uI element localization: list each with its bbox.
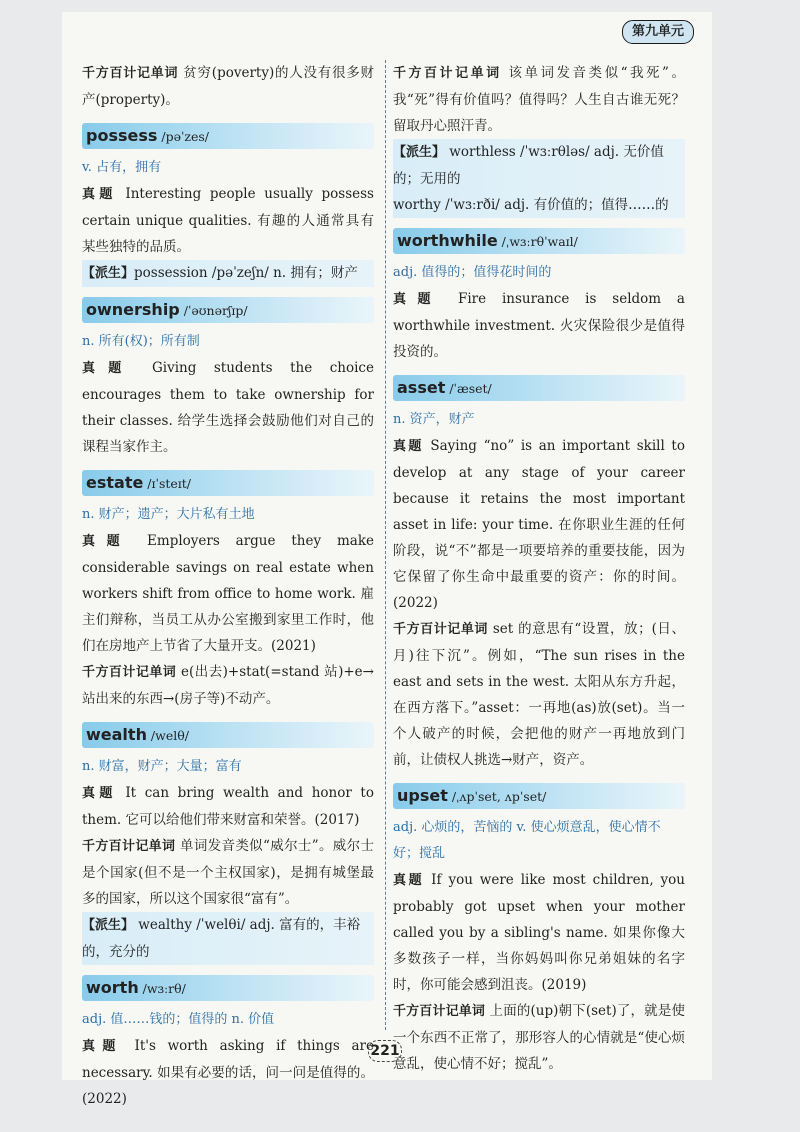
example-tag: 真题 [393, 439, 424, 454]
tip-text: 上面的(up)朝下(set)了，就是使一个东西不正常了，那形容人的心情就是“使心烦意乱，使心情不好；搅乱”。 [393, 1003, 685, 1072]
derived-words-worth [393, 139, 685, 218]
headword: wealth [86, 725, 147, 744]
example-sentence [82, 1033, 374, 1112]
unit-label: 第九单元 [622, 20, 694, 44]
example-sentence [82, 355, 374, 460]
left-column [82, 60, 374, 1112]
derived-text: worthless /ˈwɜːrθləs/ adj. 无价值的；无用的 [393, 144, 664, 187]
derived-word [82, 912, 374, 965]
example-sentence [82, 528, 374, 659]
tip-tag: 千方百计记单词 [393, 1004, 486, 1019]
headword: estate [86, 473, 144, 492]
entry-header-worth [82, 975, 374, 1001]
entry-header-upset [393, 783, 685, 809]
right-column [393, 60, 685, 1077]
derived-tag: 【派生】 [393, 145, 446, 160]
part-of-speech: adj. 值得的；值得花时间的 [393, 265, 552, 280]
example-tag: 真题 [393, 292, 443, 307]
part-of-speech: n. 财产；遗产；大片私有土地 [82, 507, 255, 522]
derived-text: possession /pəˈzeʃn/ n. 拥有；财产 [134, 265, 358, 281]
page-number: 221 [368, 1040, 402, 1062]
derived-tag: 【派生】 [82, 266, 135, 281]
memory-tip [393, 616, 685, 773]
part-of-speech: v. 占有，拥有 [82, 160, 162, 175]
phonetic: /wɜːrθ/ [138, 981, 186, 996]
entry-header-estate [82, 470, 374, 496]
example-text: It can bring wealth and honor to them. 它可以给他们带来财富和荣誉。(2017) [82, 785, 374, 828]
derived-text: wealthy /ˈwelθi/ adj. 富有的，丰裕的，充分的 [82, 917, 361, 960]
example-text: Fire insurance is seldom a worthwhile investment. 火灾保险很少是值得投资的。 [393, 291, 685, 360]
phonetic: /ˈæset/ [445, 381, 492, 396]
example-tag: 真题 [82, 1039, 123, 1054]
entry-header-wealth [82, 722, 374, 748]
part-of-speech: adj. 心烦的，苦恼的 v. 使心烦意乱，使心情不好；搅乱 [393, 820, 661, 861]
example-tag: 真题 [82, 786, 117, 801]
example-tag: 真题 [82, 361, 135, 376]
tip-text: set 的意思有“设置，放；(日、月)往下沉”。例如，“The sun rises in the east and sets in the west. 太阳从东方升起，在西方落下。”asset：一再地(as)放(set)。当一个人破产的时候，会把他的财产一再地放到门前，让债权人挑选→财产，资产。 [393, 621, 685, 768]
entry-header-asset [393, 375, 685, 401]
part-of-speech: n. 资产，财产 [393, 412, 475, 427]
entry-header-ownership [82, 297, 374, 323]
phonetic: /ˌʌpˈset, ʌpˈset/ [447, 789, 547, 804]
example-text: Saying “no” is an important skill to develop at any stage of your career because it retains the most important asset in life: your time. 在你职业生涯的任何阶段，说“不”都是一项要培养的重要技能，因为它保留了你生命中最重要的资产：你的时间。(2022) [393, 438, 685, 611]
phonetic: /ˌwɜːrθˈwaɪl/ [497, 234, 578, 249]
headword: upset [397, 786, 448, 805]
tip-text: 贫穷(poverty)的人没有很多财产(property)。 [82, 65, 374, 108]
part-of-speech: n. 财富，财产；大量；富有 [82, 759, 242, 774]
tip-tag: 千方百计记单词 [393, 622, 488, 637]
part-of-speech: adj. 值……钱的；值得的 n. 价值 [82, 1012, 275, 1027]
headword: worth [86, 978, 139, 997]
part-of-speech: n. 所有(权)；所有制 [82, 334, 200, 349]
headword: worthwhile [397, 231, 498, 250]
poverty-tip [82, 60, 374, 113]
memory-tip [82, 659, 374, 712]
tip-text: 单词发音类似“威尔士”。威尔士是个国家(但不是一个主权国家)，是拥有城堡最多的国家，所以这个国家很“富有”。 [82, 838, 374, 907]
example-text: Interesting people usually possess certain unique qualities. 有趣的人通常具有某些独特的品质。 [82, 186, 374, 255]
derived-tag: 【派生】 [82, 918, 135, 933]
headword: possess [86, 126, 158, 145]
example-text: It's worth asking if things are necessary. 如果有必要的话，问一问是值得的。(2022) [82, 1038, 374, 1107]
example-sentence [393, 867, 685, 998]
tip-tag: 千方百计记单词 [393, 66, 502, 81]
tip-tag: 千方百计记单词 [82, 66, 179, 81]
derived-word [82, 260, 374, 287]
entry-header-possess [82, 123, 374, 149]
tip-text: e(出去)+stat(=stand 站)+e→站出来的东西→(房子等)不动产。 [82, 664, 374, 707]
phonetic: /welθ/ [146, 728, 189, 743]
phonetic: /ɪˈsteɪt/ [143, 476, 192, 491]
example-tag: 真题 [82, 187, 117, 202]
example-text: If you were like most children, you probably got upset when your mother called you by a sibling's name. 如果你像大多数孩子一样，当你妈妈叫你兄弟姐妹的名字时，你可能会感到沮丧。(2019) [393, 872, 685, 993]
headword: ownership [86, 300, 180, 319]
example-sentence [82, 780, 374, 833]
headword: asset [397, 378, 446, 397]
memory-tip [393, 998, 685, 1077]
tip-tag: 千方百计记单词 [82, 665, 177, 680]
column-divider [385, 60, 386, 1030]
example-tag: 真题 [82, 534, 132, 549]
example-tag: 真题 [393, 873, 425, 888]
tip-text: 该单词发音类似“我死”。我“死”得有价值吗？值得吗？人生自古谁无死？留取丹心照汗青。 [393, 65, 685, 134]
phonetic: /ˈəʊnərʃɪp/ [179, 303, 248, 318]
memory-tip [82, 833, 374, 912]
derived-line-1 [393, 139, 685, 192]
tip-tag: 千方百计记单词 [82, 839, 176, 854]
derived-line-2: worthy /ˈwɜːrði/ adj. 有价值的；值得……的 [393, 197, 669, 213]
example-sentence [393, 286, 685, 365]
example-sentence [82, 181, 374, 260]
example-text: Giving students the choice encourages them to take ownership for their classes. 给学生选择会鼓励他们对自己的课程当家作主。 [82, 360, 374, 455]
phonetic: /pəˈzes/ [157, 129, 210, 144]
example-sentence [393, 433, 685, 616]
example-text: Employers argue they make considerable savings on real estate when workers shift from office to home work. 雇主们辩称，当员工从办公室搬到家里工作时，他们在房地产上节省了大量开支。(2021) [82, 533, 374, 654]
worth-tip [393, 60, 685, 139]
entry-header-worthwhile [393, 228, 685, 254]
